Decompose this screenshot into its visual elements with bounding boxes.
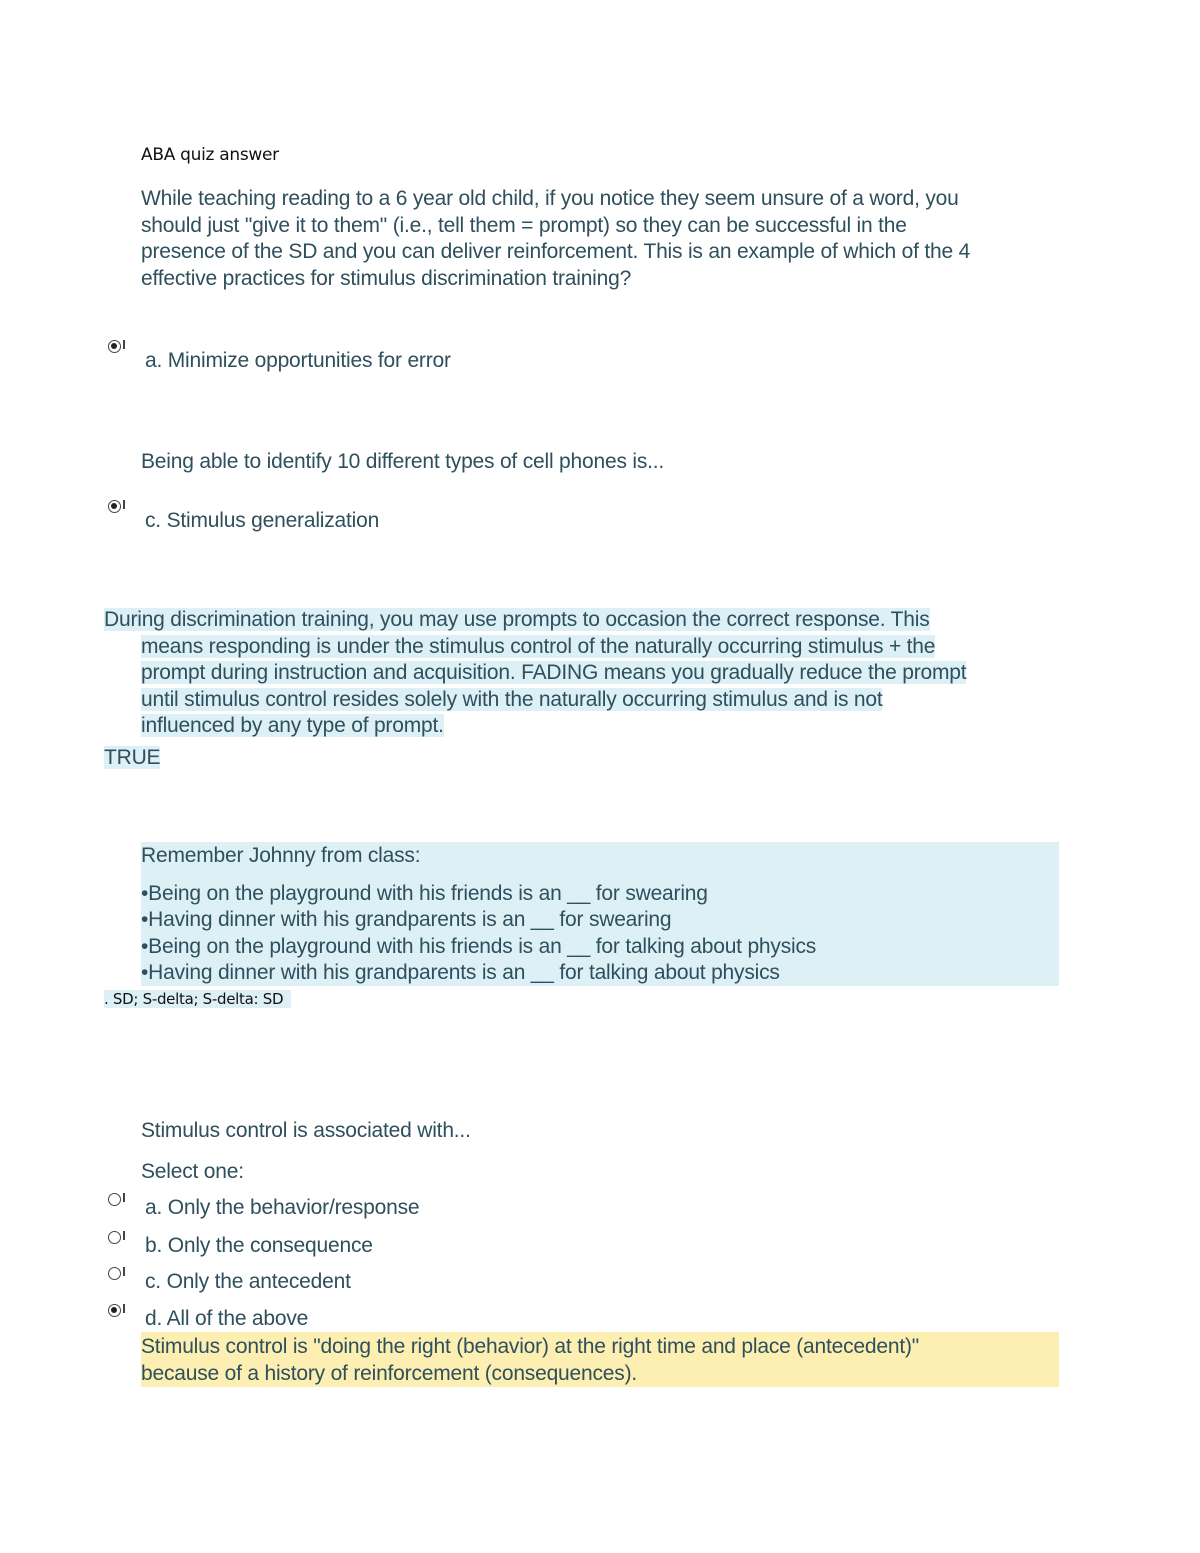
explanation-line: Stimulus control is "doing the right (behavior) at the right time and place (antecedent)" bbox=[141, 1335, 920, 1358]
question-3-line: means responding is under the stimulus control of the naturally occurring stimulus + the bbox=[141, 634, 936, 658]
answer-option[interactable]: a. Minimize opportunities for error bbox=[145, 349, 451, 372]
question-3-line: until stimulus control resides solely with the naturally occurring stimulus and is not bbox=[141, 687, 883, 711]
option-c[interactable]: c. Only the antecedent bbox=[145, 1270, 351, 1293]
radio-icon[interactable] bbox=[108, 1267, 121, 1280]
question-3-line: During discrimination training, you may use prompts to occasion the correct response. This bbox=[104, 608, 930, 631]
question-4-bullet: •Having dinner with his grandparents is an __ for talking about physics bbox=[141, 961, 780, 984]
option-b[interactable]: b. Only the consequence bbox=[145, 1234, 373, 1257]
question-2: Being able to identify 10 different types of cell phones is... bbox=[141, 450, 665, 473]
answer-option[interactable]: c. Stimulus generalization bbox=[145, 509, 380, 532]
radio-tick-icon bbox=[123, 340, 125, 349]
select-one-label: Select one: bbox=[141, 1160, 244, 1183]
question-4 bbox=[141, 843, 816, 987]
explanation-line: because of a history of reinforcement (consequences). bbox=[141, 1361, 638, 1385]
option-a[interactable]: a. Only the behavior/response bbox=[145, 1196, 420, 1219]
radio-icon[interactable] bbox=[108, 1231, 121, 1244]
document-title: ABA quiz answer bbox=[141, 145, 279, 165]
question-4-intro: Remember Johnny from class: bbox=[141, 844, 421, 867]
question-1-line: While teaching reading to a 6 year old child, if you notice they seem unsure of a word, you bbox=[141, 187, 959, 210]
question-1-line: presence of the SD and you can deliver reinforcement. This is an example of which of the 4 bbox=[141, 240, 971, 263]
question-3-line: influenced by any type of prompt. bbox=[141, 714, 444, 737]
radio-tick-icon bbox=[123, 1231, 125, 1240]
question-4-bullet: •Being on the playground with his friends is an __ for talking about physics bbox=[141, 934, 817, 958]
question-4-bullet: •Being on the playground with his friends is an __ for swearing bbox=[141, 881, 708, 905]
question-3 bbox=[104, 607, 966, 771]
question-4-bullet: •Having dinner with his grandparents is an __ for swearing bbox=[141, 908, 672, 931]
radio-selected-icon[interactable] bbox=[108, 500, 121, 513]
radio-tick-icon bbox=[123, 1304, 125, 1313]
question-5: Stimulus control is associated with... bbox=[141, 1119, 471, 1142]
question-1-line: should just "give it to them" (i.e., tell them = prompt) so they can be successful in the bbox=[141, 213, 907, 237]
option-d[interactable]: d. All of the above bbox=[145, 1307, 309, 1330]
radio-tick-icon bbox=[123, 500, 125, 509]
question-3-answer: TRUE bbox=[104, 745, 161, 769]
radio-tick-icon bbox=[123, 1193, 125, 1202]
question-4-answer: . SD; S-delta; S-delta: SD bbox=[104, 990, 291, 1008]
explanation bbox=[141, 1334, 919, 1387]
radio-icon[interactable] bbox=[108, 1193, 121, 1206]
question-1-line: effective practices for stimulus discrimination training? bbox=[141, 266, 632, 290]
question-3-line: prompt during instruction and acquisition. FADING means you gradually reduce the prompt bbox=[141, 661, 967, 684]
radio-selected-icon[interactable] bbox=[108, 1304, 121, 1317]
radio-tick-icon bbox=[123, 1267, 125, 1276]
radio-selected-icon[interactable] bbox=[108, 340, 121, 353]
question-1 bbox=[141, 186, 970, 292]
